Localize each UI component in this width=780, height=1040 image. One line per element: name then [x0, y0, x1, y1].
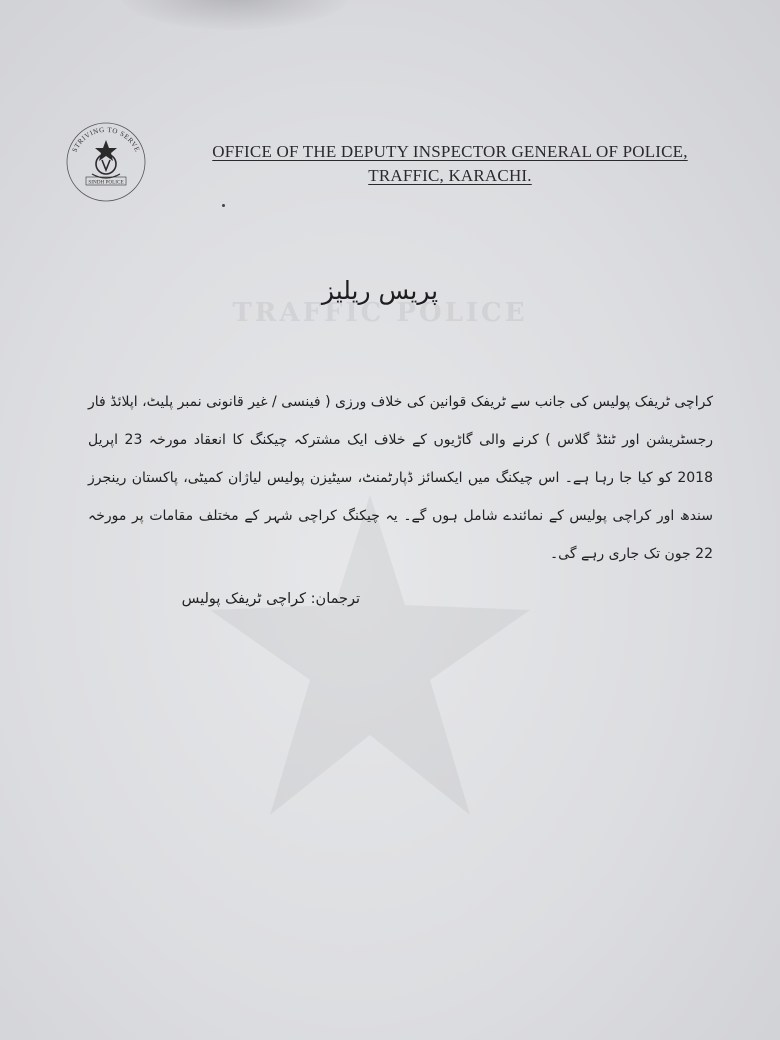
emblem-top-text: STRIVING TO SERVE	[70, 125, 142, 154]
press-release-body: کراچی ٹریفک پولیس کی جانب سے ٹریفک قوانین کی خلاف ورزی ( فینسی / غیر قانونی نمبر پلیٹ، اپلائڈ فار رجسٹریشن اور ٹنٹڈ گلاس ) کرنے والی گاڑیوں کے خلاف ایک مشترکہ چیکنگ کا انعقاد مورخہ 23 اپریل 2018 کو کیا جا رہا ہے۔ اس چیکنگ میں ایکسائز ڈپارٹمنٹ، سیٹیزن پولیس لیاژان کمیٹی، پاکستان رینجرز سندھ اور کراچی پولیس کے نمائندے شامل ہوں گے۔ یہ چیکنگ کراچی شہر کے مختلف مقامات پر مورخہ 22 جون تک جاری رہے گی۔	[88, 394, 713, 562]
office-heading	[180, 140, 720, 188]
office-heading-line1: OFFICE OF THE DEPUTY INSPECTOR GENERAL OF POLICE,	[212, 142, 688, 161]
faint-background-heading: TRAFFIC POLICE	[232, 298, 528, 328]
office-heading-line2: TRAFFIC, KARACHI.	[368, 166, 532, 185]
sindh-police-emblem	[62, 118, 150, 206]
emblem-bottom-text: SINDH POLICE	[88, 179, 124, 186]
spokesperson-line: ترجمان: کراچی ٹریفک پولیس	[181, 591, 360, 607]
ink-dot	[222, 204, 225, 207]
press-release-title: پریس ریلیز	[321, 276, 439, 305]
